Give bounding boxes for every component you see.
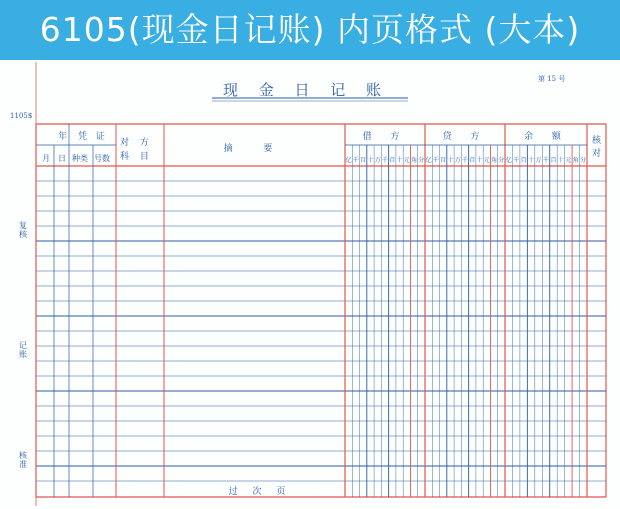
- banner-title: 6105(现金日记账) 内页格式 (大本): [39, 10, 581, 49]
- digit-unit-label: 万: [454, 157, 461, 164]
- digit-unit-label: 千: [381, 157, 388, 164]
- header-year: 年: [58, 132, 68, 142]
- digit-unit-label: 角: [411, 157, 418, 164]
- digit-unit-label: 百: [440, 157, 447, 164]
- header-voucher-type: 种类: [72, 154, 88, 163]
- margin-label-approval: 核准: [19, 451, 27, 469]
- digit-unit-label: 千: [513, 157, 520, 164]
- digit-unit-label: 亿: [345, 157, 352, 164]
- form-code: 1105$: [10, 112, 33, 120]
- header-day: 日: [58, 154, 66, 163]
- header-check-bottom: 对: [592, 149, 602, 159]
- digit-unit-label: 千: [461, 157, 468, 164]
- header-check-top: 核: [592, 136, 602, 146]
- digit-unit-label: 元: [565, 157, 572, 164]
- digit-unit-label: 千: [432, 157, 439, 164]
- margin-label-bookkeeping: 记账: [19, 341, 27, 359]
- digit-unit-label: 十: [476, 157, 483, 164]
- header-voucher-no: 号数: [94, 154, 110, 163]
- digit-unit-label: 角: [491, 157, 498, 164]
- digit-unit-label: 分: [498, 157, 505, 164]
- header-debit: 借 方: [362, 132, 408, 142]
- digit-unit-label: 百: [469, 157, 476, 164]
- digit-unit-label: 十: [557, 157, 564, 164]
- digit-unit-label: 元: [403, 157, 410, 164]
- digit-unit-label: 千: [542, 157, 549, 164]
- digit-unit-label: 百: [550, 157, 557, 164]
- digit-unit-label: 亿: [505, 157, 512, 164]
- digit-unit-label: 十: [367, 157, 374, 164]
- header-credit: 贷 方: [442, 132, 488, 142]
- header-counter-account-bottom: 科 目: [120, 152, 153, 162]
- form-number: 第 15 号: [538, 75, 566, 83]
- digit-unit-label: 十: [447, 157, 454, 164]
- digit-unit-label: 百: [520, 157, 527, 164]
- header-summary: 摘 要: [223, 144, 287, 154]
- digit-unit-label: 元: [483, 157, 490, 164]
- digit-unit-label: 十: [528, 157, 535, 164]
- header-balance: 余 额: [524, 132, 569, 142]
- digit-unit-label: 分: [418, 157, 425, 164]
- digit-unit-label: 万: [535, 157, 542, 164]
- digit-unit-label: 亿: [425, 157, 432, 164]
- header-voucher: 凭 证: [78, 132, 108, 142]
- header-month: 月: [42, 154, 50, 163]
- digit-unit-label: 十: [396, 157, 403, 164]
- digit-unit-label: 分: [580, 157, 587, 164]
- digit-unit-label: 百: [360, 157, 367, 164]
- footer-carry-forward: 过 次 页: [228, 487, 292, 497]
- margin-label-review: 复核: [19, 221, 27, 239]
- digit-unit-label: 万: [374, 157, 381, 164]
- ledger-title: 现 金 日 记 账: [222, 81, 390, 99]
- digit-unit-label: 百: [389, 157, 396, 164]
- digit-unit-label: 角: [572, 157, 579, 164]
- digit-unit-label: 千: [352, 157, 359, 164]
- header-counter-account-top: 对 方: [120, 138, 153, 148]
